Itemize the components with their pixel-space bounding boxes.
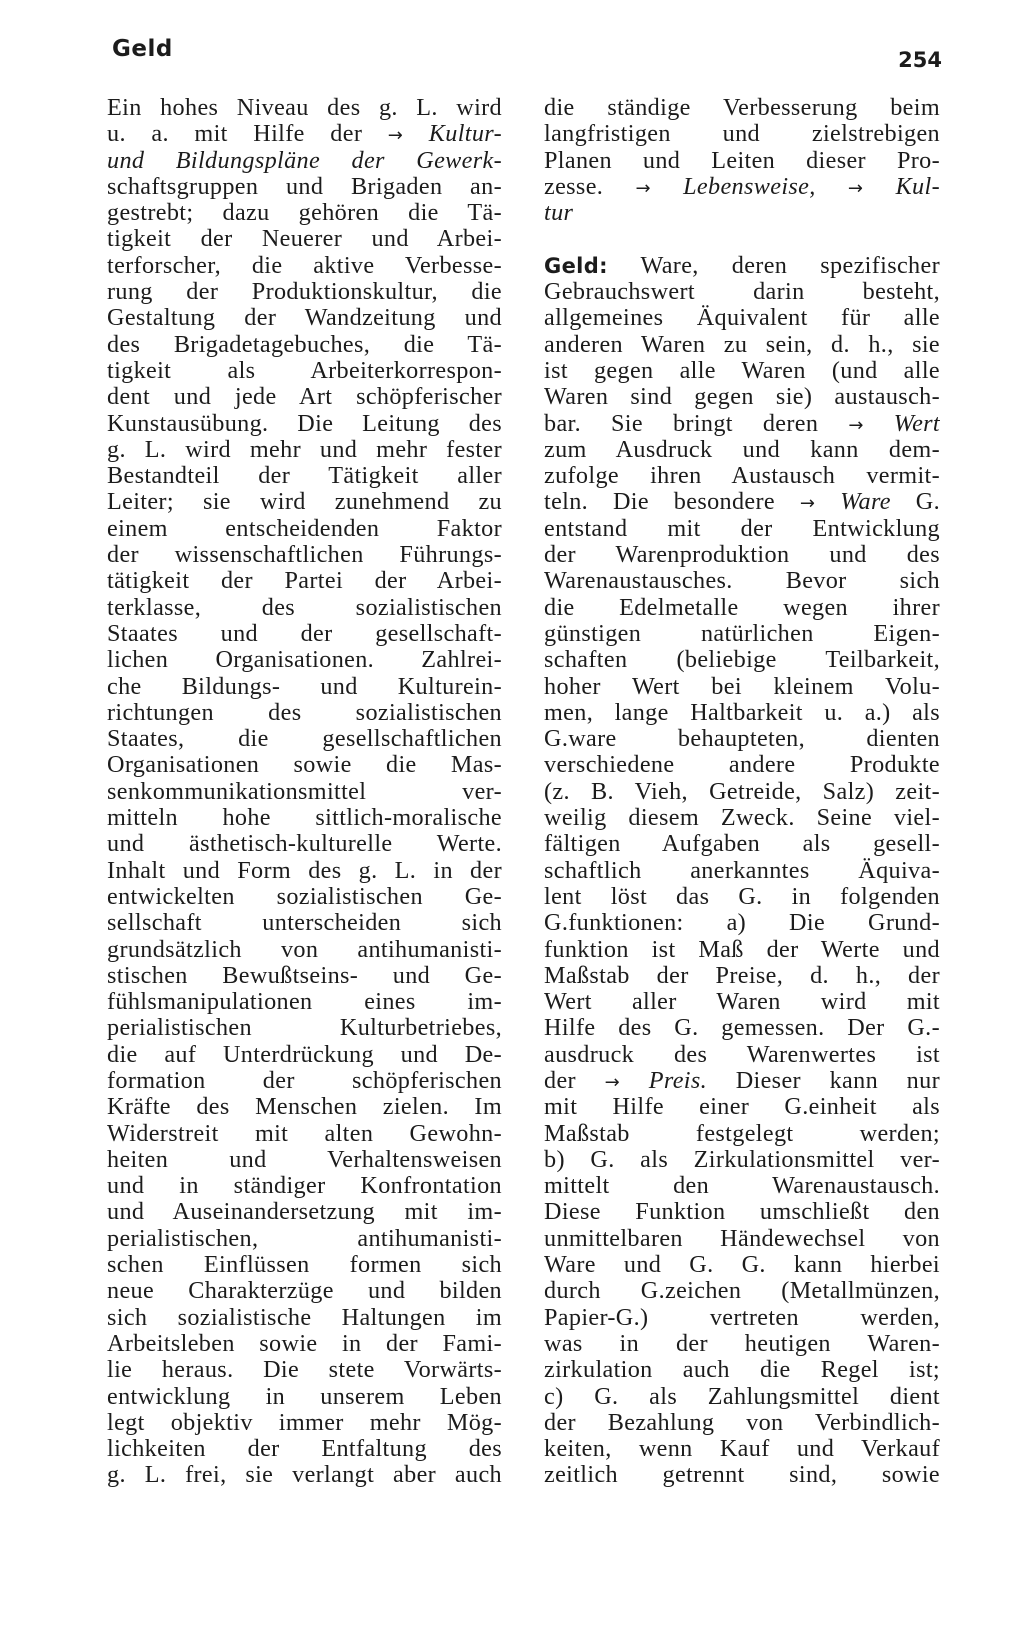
text-line: die auf Unterdrückung und De- [107,1041,502,1068]
text-line: tigkeit der Neuerer und Arbei- [107,226,502,253]
text-line: ist gegen alle Waren (und alle [544,357,940,384]
text-line: rung der Produktionskultur, die [107,279,502,306]
text-line: bar. Sie bringt deren → Wert [544,410,940,437]
text-line: Warenaustausches. Bevor sich [544,568,940,595]
text-line: der wissenschaftlichen Führungs- [107,542,502,569]
text-line: senkommunikationsmittel ver- [107,778,502,805]
text-line: richtungen des sozialistischen [107,699,502,726]
text-line: Staates und der gesellschaft- [107,620,502,647]
text-line: che Bildungs- und Kulturein- [107,673,502,700]
text-line: Papier-G.) vertreten werden, [544,1304,940,1331]
text-line: mitteln hohe sittlich-moralische [107,805,502,832]
cross-reference-arrow-icon: → [604,1071,621,1093]
text-line: was in der heutigen Waren- [544,1330,940,1357]
cross-reference-arrow-icon: → [847,177,864,199]
text-line: keiten, wenn Kauf und Verkauf [544,1436,940,1463]
text-line: grundsätzlich von antihumanisti- [107,936,502,963]
text-line: mittelt den Warenaustausch. [544,1173,940,1200]
text-line: Staates, die gesellschaftlichen [107,726,502,753]
text-line: durch G.zeichen (Metallmünzen, [544,1278,940,1305]
text-line: und Auseinandersetzung mit im- [107,1199,502,1226]
text-line: dent und jede Art schöpferischer [107,384,502,411]
text-line: Leiter; sie wird zunehmend zu [107,489,502,516]
text-line: anderen Waren zu sein, d. h., sie [544,331,940,358]
text-line: entstand mit der Entwicklung [544,515,940,542]
text-line: die Edelmetalle wegen ihrer [544,594,940,621]
text-line: zirkulation auch die Regel ist; [544,1357,940,1384]
cross-reference-kultur: Kultur- [428,121,502,148]
text-line: Gestaltung der Wandzeitung und [107,305,502,332]
text-line: lichen Organisationen. Zahlrei- [107,647,502,674]
page-number: 254 [898,48,942,72]
text-line: die ständige Verbesserung beim [544,95,940,121]
text-line: G.ware behaupteten, dienten [544,726,940,753]
text-line: g. L. frei, sie verlangt aber auch [107,1462,502,1489]
text-line: neue Charakterzüge und bilden [107,1278,502,1305]
text-line: entwickelten sozialistischen Ge- [107,883,502,910]
text-line: c) G. als Zahlungsmittel dient [544,1383,940,1410]
cross-reference-arrow-icon: → [635,177,651,199]
text-line: g. L. wird mehr und mehr fester [107,436,502,463]
text-line: terforscher, die aktive Verbesse- [107,252,502,279]
text-line: und ästhetisch-kulturelle Werte. [107,831,502,858]
text-line: heiten und Verhaltensweisen [107,1146,502,1173]
entry-headword: Geld: [544,253,608,278]
text-line: tätigkeit der Partei der Arbei- [107,568,502,595]
text-line: Planen und Leiten dieser Pro- [544,147,940,174]
text-line: legt objektiv immer mehr Mög- [107,1409,502,1436]
text-line: des Brigadetagebuches, die Tä- [107,331,502,358]
text-line: Inhalt und Form des g. L. in der [107,857,502,884]
text-line: sich sozialistische Haltungen im [107,1304,502,1331]
text-line: sellschaft unterscheiden sich [107,910,502,937]
cross-reference-wert: Wert [893,410,940,437]
text-line: perialistischen, antihumanisti- [107,1225,502,1252]
text-line: u. a. mit Hilfe der → Kultur- [107,121,502,148]
text-line: (z. B. Vieh, Getreide, Salz) zeit- [544,778,940,805]
text-line: gestrebt; dazu gehören die Tä- [107,200,502,227]
text-line: b) G. als Zirkulationsmittel ver- [544,1146,940,1173]
text-line: tigkeit als Arbeiterkorrespon- [107,357,502,384]
text-line: Gebrauchswert darin besteht, [544,279,940,306]
text-line: formation der schöpferischen [107,1067,502,1094]
text-line: Diese Funktion umschließt den [544,1199,940,1226]
entry-separator [544,226,940,252]
text-line: verschiedene andere Produkte [544,752,940,779]
text-line: lichkeiten der Entfaltung des [107,1436,502,1463]
text-line: Maßstab festgelegt werden; [544,1120,940,1147]
text-line: mit Hilfe einer G.einheit als [544,1094,940,1121]
text-line: teln. Die besondere → Ware G. [544,489,940,516]
text-line: unmittelbaren Händewechsel von [544,1225,940,1252]
text-line: schaften (beliebige Teilbarkeit, [544,647,940,674]
text-line: G.funktionen: a) Die Grund- [544,910,940,937]
right-column [544,95,940,1489]
text-line: funktion ist Maß der Werte und [544,936,940,963]
text-line: zesse. → Lebensweise, → Kul- [544,173,940,200]
text-line: allgemeines Äquivalent für alle [544,305,940,332]
text-line: stischen Bewußtseins- und Ge- [107,962,502,989]
text-line: hoher Wert bei kleinem Volu- [544,673,940,700]
text-line: Organisationen sowie die Mas- [107,752,502,779]
text-line: Wert aller Waren wird mit [544,989,940,1016]
text-line: der Bezahlung von Verbindlich- [544,1409,940,1436]
text-line: Arbeitsleben sowie in der Fami- [107,1330,502,1357]
text-line: fühlsmanipulationen eines im- [107,989,502,1016]
cross-reference-kultur: Kul- [895,173,940,200]
cross-reference-lebensweise: Lebensweise, [683,173,816,200]
text-line: terklasse, des sozialistischen [107,594,502,621]
text-line: zeitlich getrennt sind, sowie [544,1462,940,1489]
cross-reference-arrow-icon: → [848,414,864,436]
text-line: einem entscheidenden Faktor [107,515,502,542]
text-line: und in ständiger Konfrontation [107,1173,502,1200]
text-line: Kräfte des Menschen zielen. Im [107,1094,502,1121]
text-line: entwicklung in unserem Leben [107,1383,502,1410]
text-line: schaftsgruppen und Brigaden an- [107,173,502,200]
text-line: der Warenproduktion und des [544,542,940,569]
cross-reference-preis: Preis. [648,1067,708,1094]
text-line: lent löst das G. in folgenden [544,883,940,910]
text-line: weilig diesem Zweck. Seine viel- [544,805,940,832]
left-column [107,95,502,1489]
text-line: perialistischen Kulturbetriebes, [107,1015,502,1042]
text-line [544,200,940,226]
text-line: Kunstausübung. Die Leitung des [107,410,502,437]
text-line: zufolge ihren Austausch vermit- [544,463,940,490]
text-line: Waren sind gegen sie) austausch- [544,384,940,411]
text-line: Bestandteil der Tätigkeit aller [107,463,502,490]
text-line: fältigen Aufgaben als gesell- [544,831,940,858]
cross-reference-kultur: tur [544,200,574,227]
text-line: zum Ausdruck und kann dem- [544,436,940,463]
text-line: schen Einflüssen formen sich [107,1252,502,1279]
text-line: Maßstab der Preise, d. h., der [544,962,940,989]
text-line: men, lange Haltbarkeit u. a.) als [544,699,940,726]
text-line: günstigen natürlichen Eigen- [544,620,940,647]
text-line: Ein hohes Niveau des g. L. wird [107,95,502,121]
text-line: ausdruck des Warenwertes ist [544,1041,940,1068]
text-line: Widerstreit mit alten Gewohn- [107,1120,502,1147]
text-line: langfristigen und zielstrebigen [544,121,940,148]
cross-reference-arrow-icon: → [387,125,404,147]
cross-reference-arrow-icon: → [799,493,816,515]
text-line: Hilfe des G. gemessen. Der G.- [544,1015,940,1042]
text-line: lie heraus. Die stete Vorwärts- [107,1357,502,1384]
text-line: Ware und G. G. kann hierbei [544,1252,940,1279]
entry-headline: Geld: Ware, deren spezifischer [544,252,940,279]
text-line: schaftlich anerkanntes Äquiva- [544,857,940,884]
text-line: der → Preis. Dieser kann nur [544,1067,940,1094]
text-line: und Bildungspläne der Gewerk- [107,147,502,174]
cross-reference-ware: Ware [840,489,891,516]
running-head: Geld [112,36,173,62]
